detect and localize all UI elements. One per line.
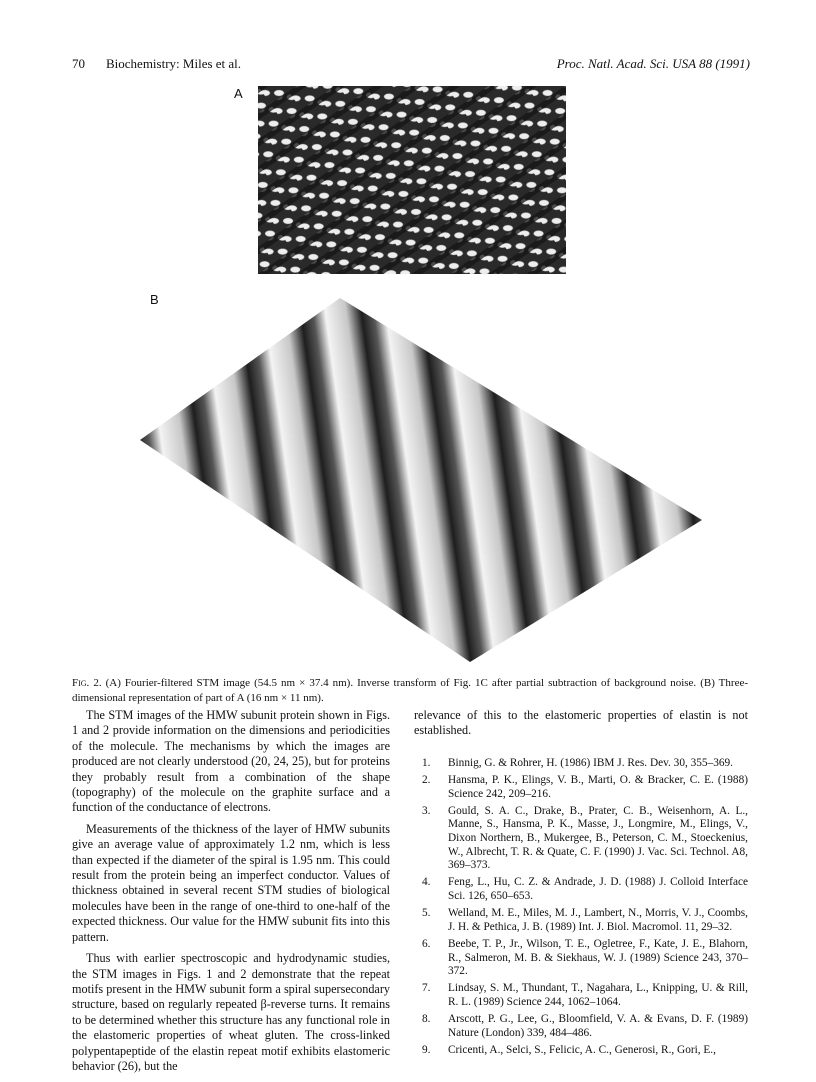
reference-number: 7. <box>422 982 431 995</box>
body-paragraph-continuation: relevance of this to the elastomeric properties of elastin is not established. <box>414 708 748 738</box>
reference-text: Gould, S. A. C., Drake, B., Prater, C. B., Weisenhorn, A. L., Manne, S., Hansma, P. K., Masse, J., Longmire, M., Elings, V., Dixon Northern, B., Mukergee, B., Peterson, C. M., Stoeckenius, W., Albrecht, T. R. & Quate, C. F. (1990) J. Vac. Sci. Technol. A8, 369–373. <box>448 804 748 872</box>
body-paragraph: Thus with earlier spectroscopic and hydrodynamic studies, the STM images in Figs. 1 and 2 demonstrate that the repeat motifs present in the HMW subunit form a spiral supersecondary structure, based on regularly repeated β-reverse turns. It remains to be determined whether this structure has any functional role in the elastomeric properties of wheat gluten. The cross-linked polypentapeptide of the elastin repeat motif exhibits elastomeric behavior (26), but the <box>72 951 390 1073</box>
reference-item <box>414 907 748 934</box>
stm-stripes-image <box>258 86 566 274</box>
stm-image-panel-a <box>258 86 566 274</box>
right-column <box>414 708 748 1061</box>
reference-number: 4. <box>422 876 431 889</box>
page-header <box>72 56 750 76</box>
reference-item <box>414 876 748 903</box>
reference-text: Beebe, T. P., Jr., Wilson, T. E., Ogletree, F., Kate, J. E., Blahorn, R., Salmeron, M. B. & Siekhaus, W. J. (1989) Science 243, 370–372. <box>448 937 748 978</box>
caption-text: (A) Fourier-filtered STM image (54.5 nm × 37.4 nm). Inverse transform of Fig. 1C after partial subtraction of background noise. (B) Three-dimensional representation of part of A (16 nm × 11 nm). <box>72 677 748 704</box>
figure-label: Fig. 2. <box>72 677 102 689</box>
reference-item <box>414 757 748 771</box>
panel-b-label: B <box>150 292 159 307</box>
journal-citation: Proc. Natl. Acad. Sci. USA 88 (1991) <box>556 56 750 71</box>
reference-text: Feng, L., Hu, C. Z. & Andrade, J. D. (1988) J. Colloid Interface Sci. 126, 650–653. <box>448 876 748 902</box>
reference-text: Lindsay, S. M., Thundant, T., Nagahara, L., Knipping, U. & Rill, R. L. (1989) Science 244, 1062–1064. <box>448 982 748 1008</box>
reference-number: 2. <box>422 774 431 786</box>
reference-item <box>414 982 748 1009</box>
reference-number: 6. <box>422 937 431 950</box>
running-title: Biochemistry: Miles et al. <box>106 56 242 71</box>
reference-text: Arscott, P. G., Lee, G., Bloomfield, V. A. & Evans, D. F. (1989) Nature (London) 339, 484–486. <box>448 1013 748 1039</box>
reference-item <box>414 1044 748 1058</box>
reference-number: 1. <box>422 756 431 769</box>
panel-a-label: A <box>234 86 243 101</box>
stm-3d-panel-b <box>140 290 702 662</box>
body-paragraph: Measurements of the thickness of the layer of HMW subunits give an average value of approximately 1.2 nm, which is less than expected if the diameter of the spiral is 1.95 nm. This could result from the protein being an imperfect conductor. Values of thickness obtained in several recent STM studies of biological molecules have been in the range of one-third to one-half of the expected thickness. Our value for the HMW subunit fits into this pattern. <box>72 821 390 944</box>
reference-number: 9. <box>422 1043 431 1056</box>
reference-item <box>414 805 748 873</box>
reference-number: 3. <box>422 804 431 817</box>
reference-number: 8. <box>422 1013 431 1026</box>
body-paragraph: The STM images of the HMW subunit protein shown in Figs. 1 and 2 provide information on the dimensions and periodicities of the molecule. The mechanisms by which the images are produced are not clearly understood (20, 24, 25), but for proteins they probably result from a combination of the shape (topography) of the molecule on the graphite surface and a function of the conductance of electrons. <box>72 708 390 815</box>
reference-item <box>414 1013 748 1040</box>
reference-number: 5. <box>422 907 431 920</box>
reference-text: Hansma, P. K., Elings, V. B., Marti, O. & Bracker, C. E. (1988) Science 242, 209–216. <box>448 774 748 800</box>
reference-text: Cricenti, A., Selci, S., Felicic, A. C., Generosi, R., Gori, E., <box>448 1043 716 1056</box>
page-number: 70 <box>72 56 85 71</box>
reference-item <box>414 938 748 979</box>
reference-text: Binnig, G. & Rohrer, H. (1986) IBM J. Res. Dev. 30, 355–369. <box>448 756 733 769</box>
reference-item <box>414 774 748 801</box>
figure-caption <box>72 676 748 706</box>
reference-text: Welland, M. E., Miles, M. J., Lambert, N., Morris, V. J., Coombs, J. H. & Pethica, J. B. (1989) Int. J. Biol. Macromol. 11, 29–32. <box>448 907 748 933</box>
reference-list <box>414 757 748 1058</box>
left-column <box>72 708 390 1074</box>
stm-3d-surface <box>140 290 702 662</box>
